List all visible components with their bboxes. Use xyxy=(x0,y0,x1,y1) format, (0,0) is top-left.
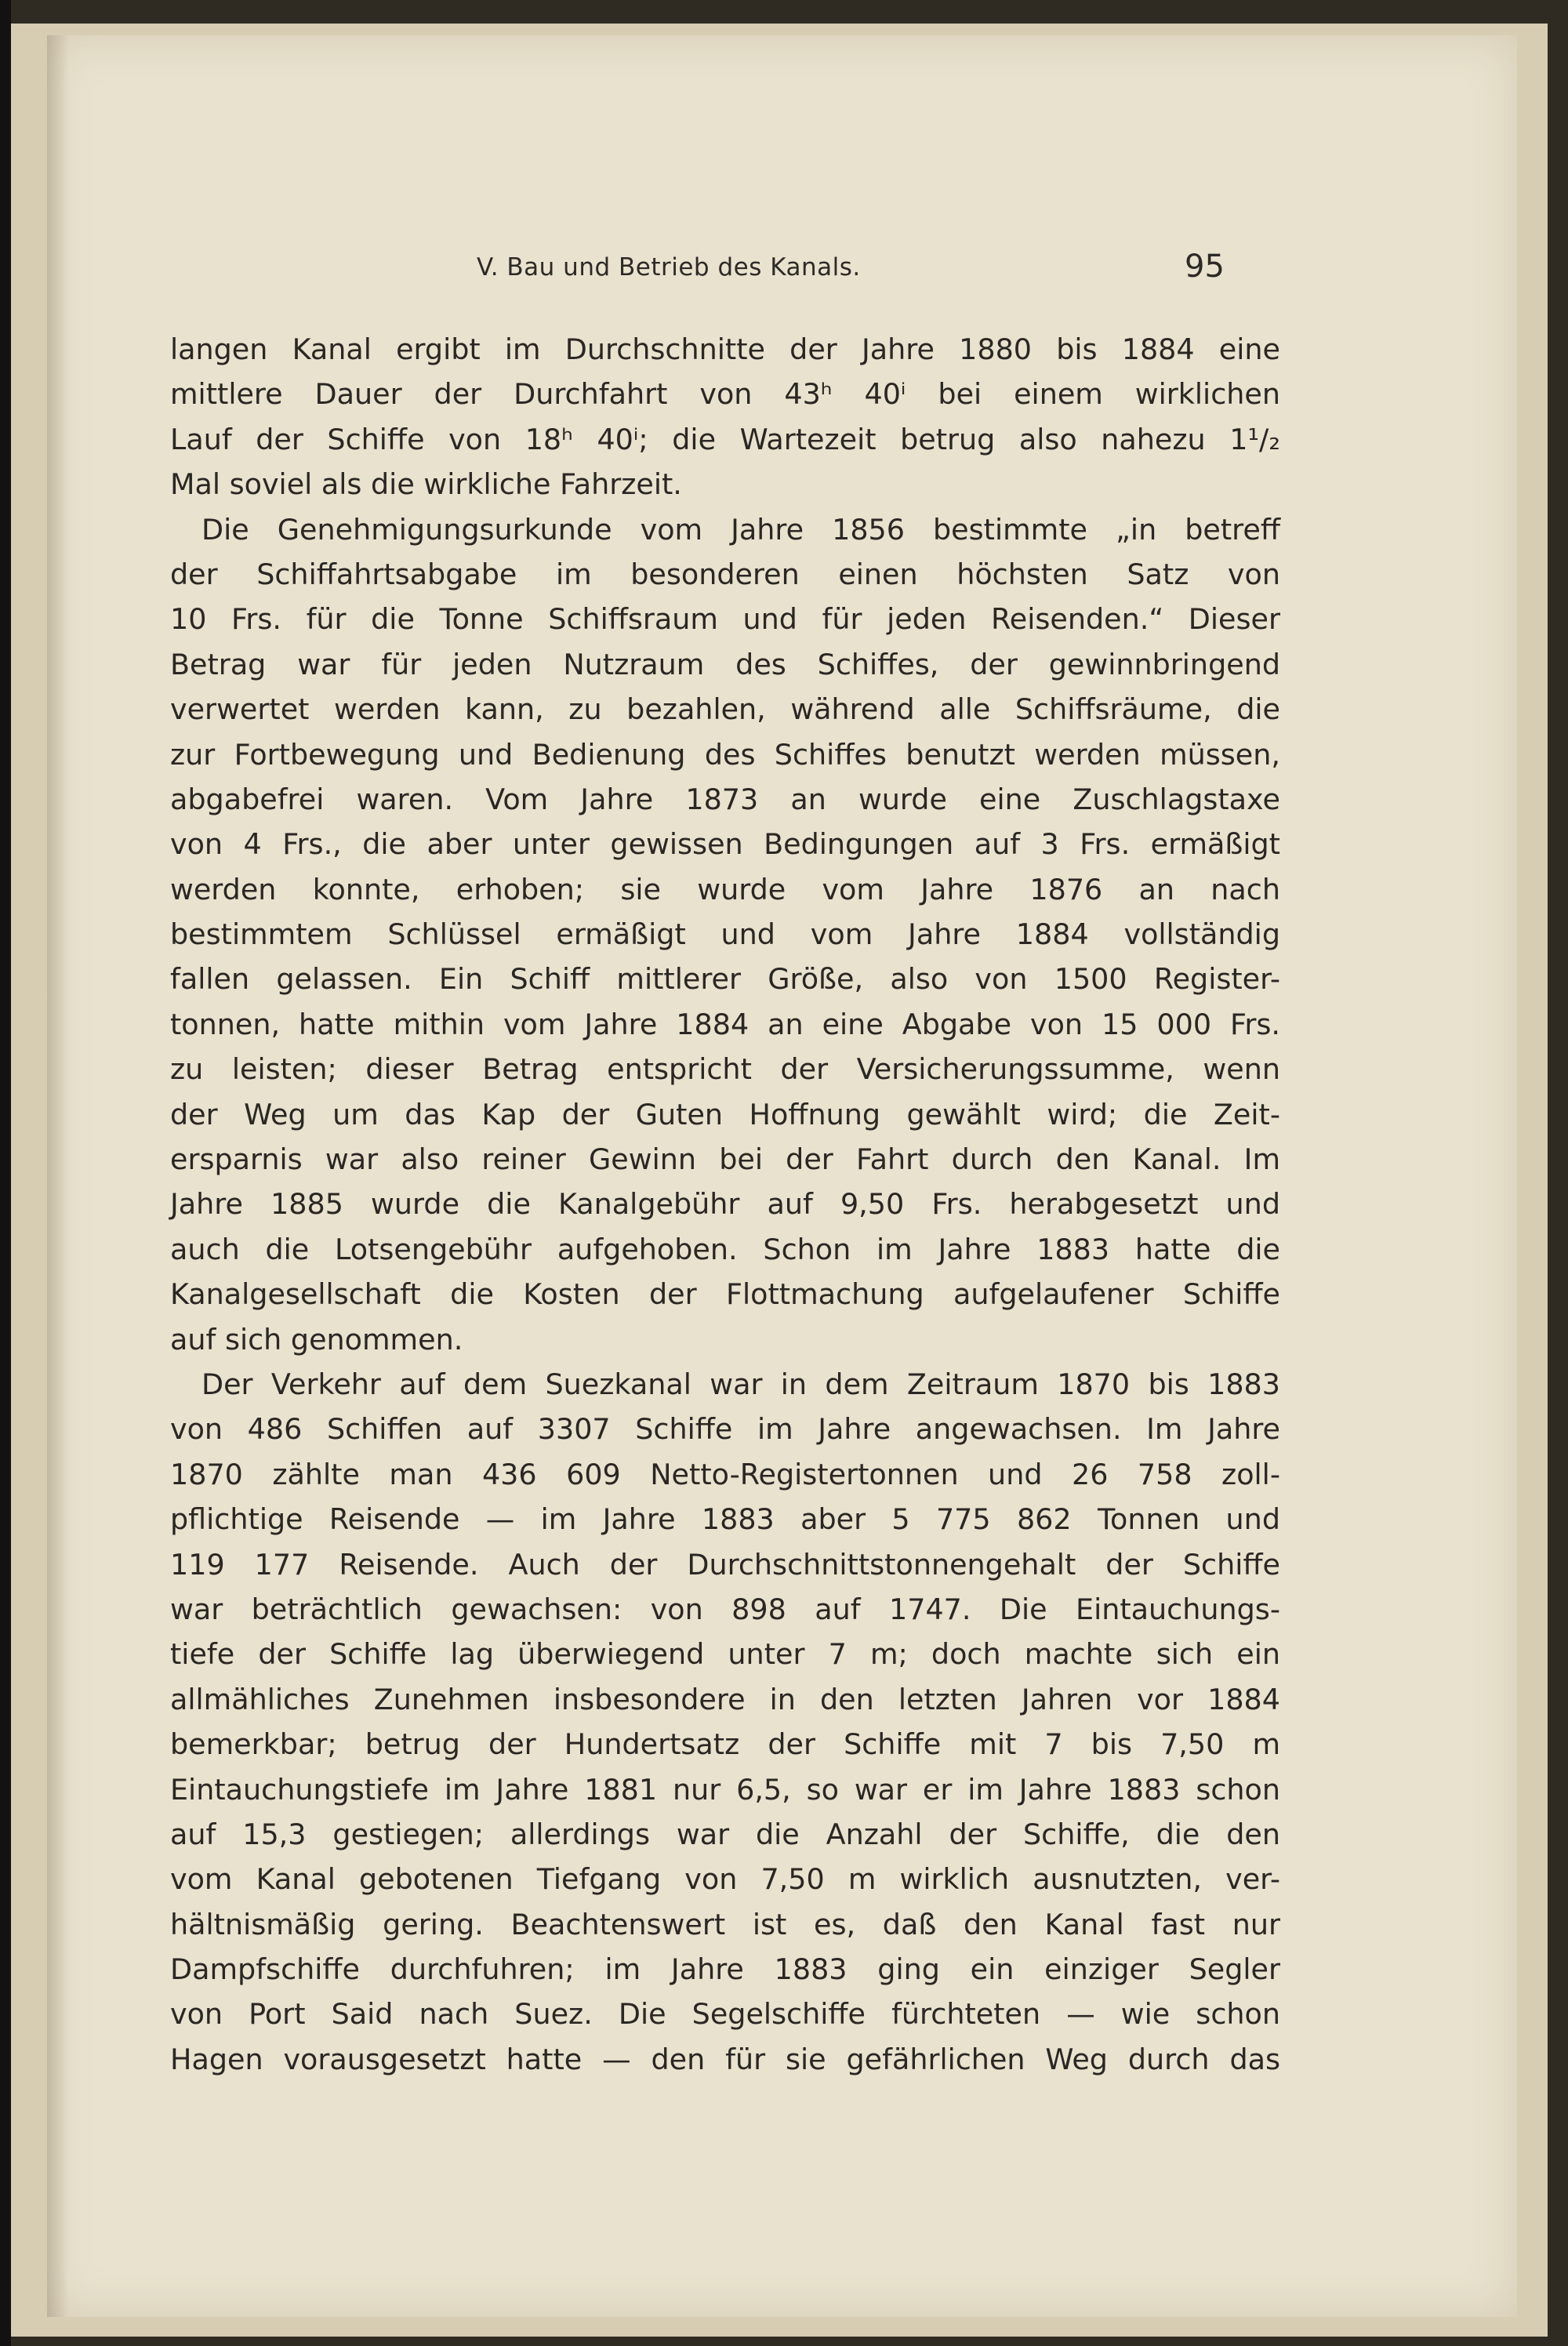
book-page xyxy=(47,35,1517,2317)
text-line: tonnen, hatte mithin vom Jahre 1884 an eine Abgabe von 15 000 Frs. xyxy=(170,1007,1280,1041)
text-line: der Weg um das Kap der Guten Hoffnung gewählt wird; die Zeit- xyxy=(170,1097,1280,1131)
text-line: vom Kanal gebotenen Tiefgang von 7,50 m wirklich ausnutzten, ver- xyxy=(170,1862,1280,1897)
running-title: V. Bau und Betrieb des Kanals. xyxy=(477,253,861,281)
text-line: werden konnte, erhoben; sie wurde vom Jahre 1876 an nach xyxy=(170,872,1280,906)
text-line: Eintauchungstiefe im Jahre 1881 nur 6,5, so war er im Jahre 1883 schon xyxy=(170,1772,1280,1807)
text-line: Betrag war für jeden Nutzraum des Schiffes, der gewinnbringend xyxy=(170,647,1280,681)
text-line: verwertet werden kann, zu bezahlen, während alle Schiffsräume, die xyxy=(170,692,1280,727)
page-number: 95 xyxy=(1185,249,1225,285)
scan-left-edge xyxy=(0,0,11,2346)
text-line: war beträchtlich gewachsen: von 898 auf 1747. Die Eintauchungs- xyxy=(170,1592,1280,1626)
text-line: von Port Said nach Suez. Die Segelschiffe fürchteten — wie schon xyxy=(170,1997,1280,2032)
text-line: ersparnis war also reiner Gewinn bei der Fahrt durch den Kanal. Im xyxy=(170,1142,1280,1177)
text-line: auf 15,3 gestiegen; allerdings war die Anzahl der Schiffe, die den xyxy=(170,1817,1280,1851)
text-line: der Schiffahrtsabgabe im besonderen einen höchsten Satz von xyxy=(170,557,1280,591)
text-line: pflichtige Reisende — im Jahre 1883 aber 5 775 862 Tonnen und xyxy=(170,1502,1280,1537)
text-line: fallen gelassen. Ein Schiff mittlerer Größe, also von 1500 Register- xyxy=(170,962,1280,997)
text-line: zu leisten; dieser Betrag entspricht der Versicherungssumme, wenn xyxy=(170,1052,1280,1087)
text-line: Hagen vorausgesetzt hatte — den für sie gefährlichen Weg durch das xyxy=(170,2042,1280,2076)
text-line: 1870 zählte man 436 609 Netto-Registertonnen und 26 758 zoll- xyxy=(170,1457,1280,1491)
text-line: abgabefrei waren. Vom Jahre 1873 an wurde eine Zuschlagstaxe xyxy=(170,782,1280,816)
body-text xyxy=(170,327,1280,2082)
text-line: Mal soviel als die wirkliche Fahrzeit. xyxy=(170,467,682,502)
text-line: zur Fortbewegung und Bedienung des Schiffes benutzt werden müssen, xyxy=(170,737,1280,772)
text-line: 10 Frs. für die Tonne Schiffsraum und für jeden Reisenden.“ Dieser xyxy=(170,602,1280,637)
text-line: mittlere Dauer der Durchfahrt von 43ʰ 40ⁱ bei einem wirklichen xyxy=(170,377,1280,412)
text-line: von 486 Schiffen auf 3307 Schiffe im Jahre angewachsen. Im Jahre xyxy=(170,1412,1280,1447)
text-line: Kanalgesellschaft die Kosten der Flottmachung aufgelaufener Schiffe xyxy=(170,1277,1280,1312)
text-line: bestimmtem Schlüssel ermäßigt und vom Jahre 1884 vollständig xyxy=(170,917,1280,952)
text-line: auch die Lotsengebühr aufgehoben. Schon im Jahre 1883 hatte die xyxy=(170,1232,1280,1266)
text-line: Jahre 1885 wurde die Kanalgebühr auf 9,50 Frs. herabgesetzt und xyxy=(170,1187,1280,1222)
running-head xyxy=(47,245,1517,300)
text-line: Dampfschiffe durchfuhren; im Jahre 1883 ging ein einziger Segler xyxy=(170,1952,1280,1987)
text-line: allmähliches Zunehmen insbesondere in den letzten Jahren vor 1884 xyxy=(170,1682,1280,1716)
text-line: Lauf der Schiffe von 18ʰ 40ⁱ; die Wartezeit betrug also nahezu 1¹/₂ xyxy=(170,422,1280,456)
text-line: auf sich genommen. xyxy=(170,1322,463,1356)
text-line: tiefe der Schiffe lag überwiegend unter 7 m; doch machte sich ein xyxy=(170,1637,1280,1672)
text-line: Die Genehmigungsurkunde vom Jahre 1856 bestimmte „in betreff xyxy=(201,512,1280,547)
text-line: Der Verkehr auf dem Suezkanal war in dem Zeitraum 1870 bis 1883 xyxy=(201,1367,1280,1401)
text-line: von 4 Frs., die aber unter gewissen Bedingungen auf 3 Frs. ermäßigt xyxy=(170,827,1280,862)
text-line: 119 177 Reisende. Auch der Durchschnittstonnengehalt der Schiffe xyxy=(170,1547,1280,1582)
text-line: bemerkbar; betrug der Hundertsatz der Schiffe mit 7 bis 7,50 m xyxy=(170,1727,1280,1762)
text-line: hältnismäßig gering. Beachtenswert ist es, daß den Kanal fast nur xyxy=(170,1907,1280,1941)
text-line: langen Kanal ergibt im Durchschnitte der Jahre 1880 bis 1884 eine xyxy=(170,332,1280,366)
